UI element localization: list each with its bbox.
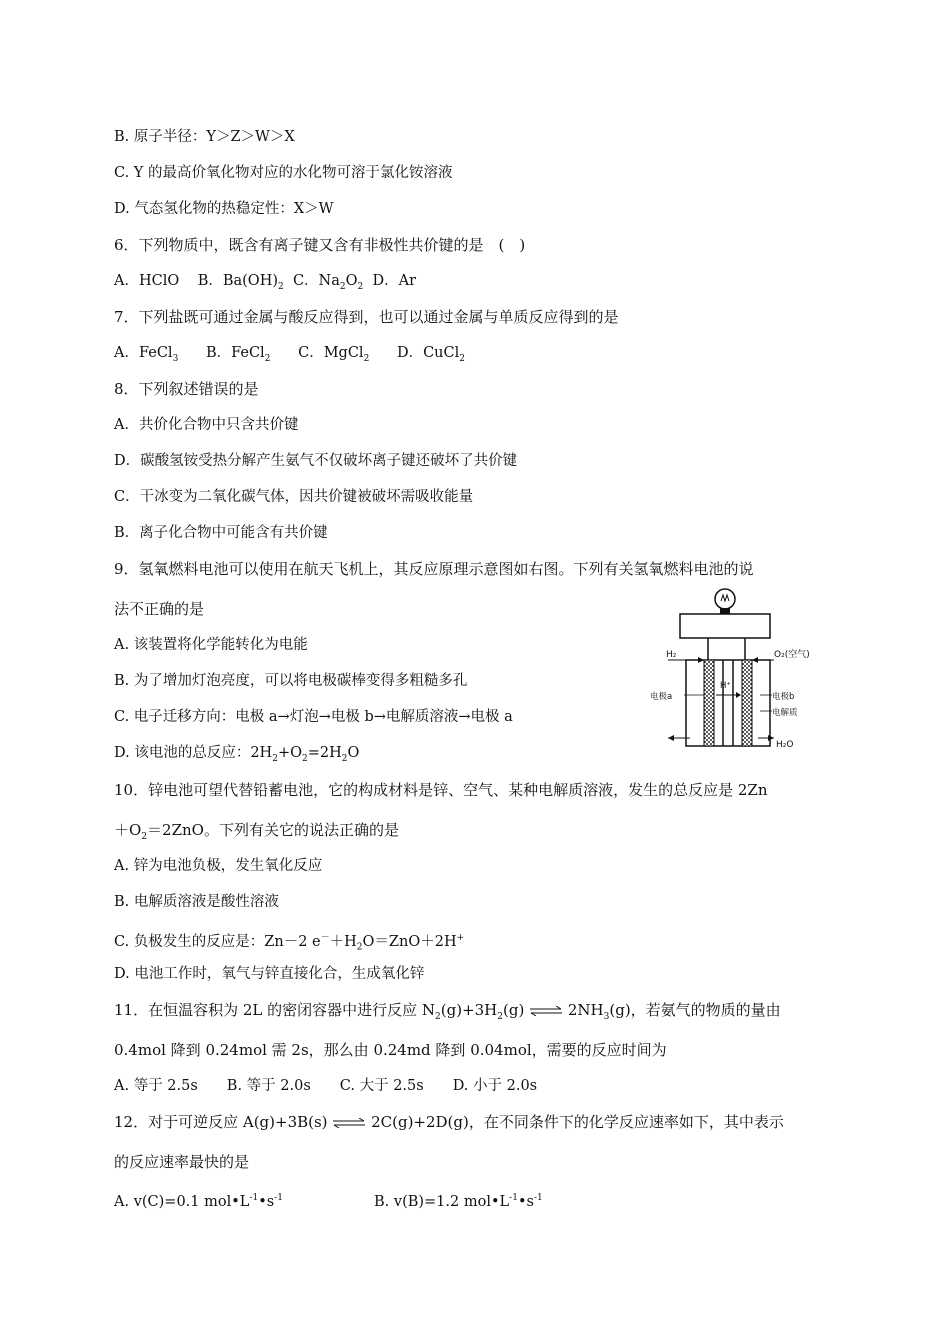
q9-stem-line2: 法不正确的是 [114,600,205,618]
q7-options [114,344,465,368]
q10-option-d: D. 电池工作时，氧气与锌直接化合，生成氧化锌 [114,966,425,982]
q11-stem-line1: 11．在恒温容积为 2L 的密闭容器中进行反应 $N_2(g)+3H_2(g)$ $2NH_3(g)$，若氨气的物质的量由 [114,1001,781,1022]
q6-options [114,272,416,296]
electrode-b-plate [742,660,752,746]
equilibrium-arrow-icon [332,1118,366,1128]
q10-stem-line1: 10．锌电池可望代替铅蓄电池，它的构成材料是锌、空气、某种电解质溶液，发生的总反应是 2Zn [114,781,768,799]
label-water: H₂O [776,740,794,750]
q8-stem: 8．下列叙述错误的是 [114,380,259,398]
q8-option-a: A．共价化合物中只含共价键 [114,417,299,433]
label-electrode-a: 电极a [650,692,673,702]
q12-stem-line2: 的反应速率最快的是 [114,1153,250,1171]
q9-stem-line1: 9．氢氧燃料电池可以使用在航天飞机上，其反应原理示意图如右图。下列有关氢氧燃料电池的说 [114,560,754,578]
q10-option-c: C. 负极发生的反应是：Zn－2 $e^-+H_2O=ZnO+2H^+$ [114,933,465,953]
light-bulb-icon [715,589,735,614]
q6-option-b: B．$Ba(OH)_2$ [197,273,284,292]
q7-option-a: A．FeCl$_3$ [114,345,179,364]
q5-option-d: D. 气态氢化物的热稳定性：X＞W [114,201,334,217]
external-circuit [680,614,770,638]
q10-option-a: A. 锌为电池负极，发生氧化反应 [114,858,323,874]
q11-options: A. 等于 2.5s B. 等于 2.0s C. 大于 2.5s D. 小于 2.0s [114,1078,538,1094]
q7-option-c: C．MgCl$_2$ [298,345,370,364]
q7-stem: 7．下列盐既可通过金属与酸反应得到，也可以通过金属与单质反应得到的是 [114,308,619,326]
q7-option-d: D．CuCl$_2$ [396,345,465,364]
q9-option-b: B. 为了增加灯泡亮度，可以将电极碳棒变得多粗糙多孔 [114,673,468,689]
q8-option-d: D．碳酸氢铵受热分解产生氨气不仅破坏离子键还破坏了共价键 [114,453,518,469]
q10-stem-line2: $+O_2=2ZnO$。下列有关它的说法正确的是 [114,821,399,842]
q8-option-b: B．离子化合物中可能含有共价键 [114,525,328,541]
q6-stem: 6．下列物质中，既含有离子键又含有非极性共价键的是 ( ) [114,236,526,254]
q6-option-a: A．HClO [114,273,180,289]
q6-option-c: C．$Na_2O_2$ [292,273,364,292]
equilibrium-arrow-icon [529,1006,563,1016]
q5-option-b: B. 原子半径：Y＞Z＞W＞X [114,129,295,145]
q9-option-c: C. 电子迁移方向：电极 a→灯泡→电极 b→电解质溶液→电极 a [114,709,513,725]
q12-stem-line1: 12．对于可逆反应 A(g)+3B(s) 2C(g)+2D(g)，在不同条件下的化学反应速率如下，其中表示 [114,1113,784,1131]
q9-option-d: D. 该电池的总反应：$2H_2+O_2=2H_2O$ [114,745,360,764]
q11-stem-line2: 0.4mol 降到 0.24mol 需 2s，那么由 0.24md 降到 0.04mol，需要的反应时间为 [114,1041,667,1059]
label-h2: H₂ [666,650,677,660]
q8-option-c: C．干冰变为二氧化碳气体，因共价键被破坏需吸收能量 [114,489,474,505]
q12-option-b: B. v(B)=1.2 $mol•L^{-1}•s^{-1}$ [374,1193,543,1210]
q10-option-b: B. 电解质溶液是酸性溶液 [114,894,279,910]
q6-option-d: D．Ar [372,273,416,289]
fuel-cell-diagram [648,585,838,755]
label-hplus: H⁺ [720,681,731,691]
q7-option-b: B．FeCl$_2$ [205,345,271,364]
electrode-a-plate [704,660,714,746]
cell-body [686,660,770,746]
label-electrolyte: 电解质 [772,708,798,718]
q5-option-c: C. Y 的最高价氧化物对应的水化物可溶于氯化铵溶液 [114,165,453,181]
label-electrode-b: 电极b [772,692,795,702]
q12-option-a: A. v(C)=0.1 $mol•L^{-1}•s^{-1}$ [114,1193,283,1210]
q9-option-a: A. 该装置将化学能转化为电能 [114,637,308,653]
label-o2: O₂(空气) [774,650,810,660]
